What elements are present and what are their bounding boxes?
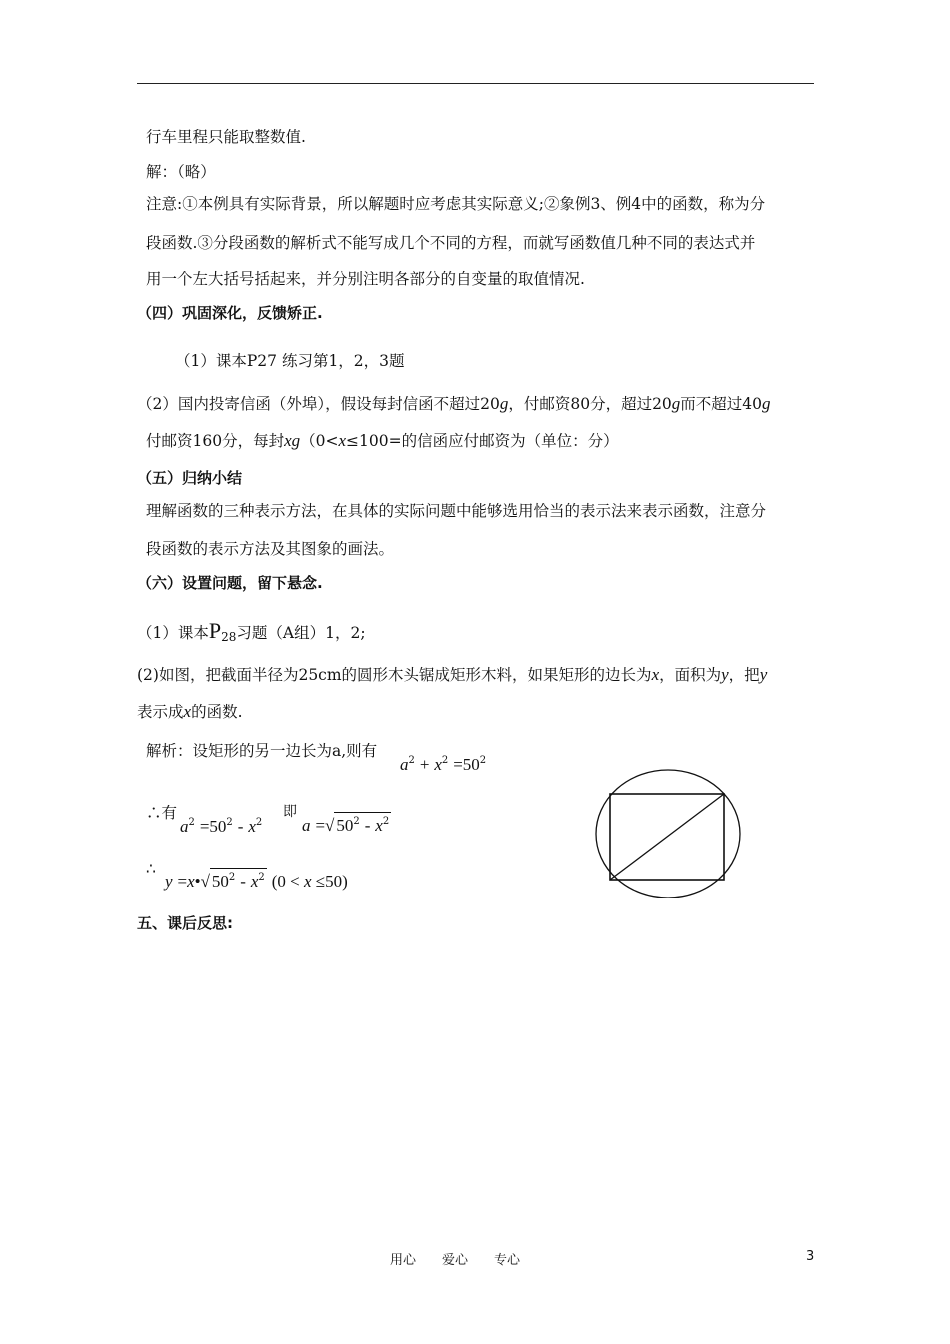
page-number: 3 [806,1249,815,1264]
equation-pythagoras: $a^2 + x^2 =50^2$ [400,755,487,774]
footer-text: 用心 爱心 专心 [390,1253,521,1268]
solution-line: 解析：设矩形的另一边长为a,则有 [146,742,378,760]
text-line: 段函数.③分段函数的解析式不能写成几个不同的方程，而就写函数值几种不同的表达式并 [146,234,756,252]
text-line: 段函数的表示方法及其图象的画法。 [146,540,395,558]
circle-shape [596,770,740,898]
exercise-2-line-1: （2）国内投寄信函（外埠），假设每封信函不超过20g，付邮资80分，超过20g而不超过40g [137,394,771,413]
ji-word: 即 [283,804,297,820]
therefore-line-1: ∴有 [146,804,178,822]
circle-rectangle-figure [590,758,750,898]
equation-a: a =√ $50^2 - x^2$ [302,812,391,837]
equation-a-squared: $a^2 =50^2 - x^2$ [180,817,263,836]
text-line: 行车里程只能取整数值. [146,128,306,146]
text-line: 解：（略） [146,163,216,181]
question-1: （1）课本$P_{28}$习题（A组）1，2; [137,618,366,644]
equation-y: y =x•√ $50^2 - x^2$ (0 < x ≤50) [165,868,348,893]
diagonal-line [610,794,724,880]
question-2-line-2: 表示成x的函数. [137,702,243,721]
text-line: 注意:①本例具有实际背景，所以解题时应考虑其实际意义;②象例3、例4中的函数，称为分 [146,195,766,213]
exercise-1: （1）课本P27 练习第1，2，3题 [175,352,405,370]
header-rule [137,83,814,84]
text-line: 用一个左大括号括起来，并分别注明各部分的自变量的取值情况. [146,270,585,288]
therefore-line-2: ∴ [146,860,156,878]
text-line: 理解函数的三种表示方法，在具体的实际问题中能够选用恰当的表示法来表示函数，注意分 [146,502,767,520]
section-heading-6: （六）设置问题，留下悬念. [137,574,323,592]
section-heading-5: （五）归纳小结 [137,469,243,487]
section-heading-4: （四）巩固深化，反馈矫正. [137,304,323,322]
section-heading-five: 五、课后反思: [137,914,233,932]
question-2-line-1: (2)如图，把截面半径为25cm的圆形木头锯成矩形木料，如果矩形的边长为x，面积为y，把y [137,665,768,684]
exercise-2-line-2: 付邮资160分，每封xg（0<x≤100=的信函应付邮资为（单位：分） [146,431,619,450]
